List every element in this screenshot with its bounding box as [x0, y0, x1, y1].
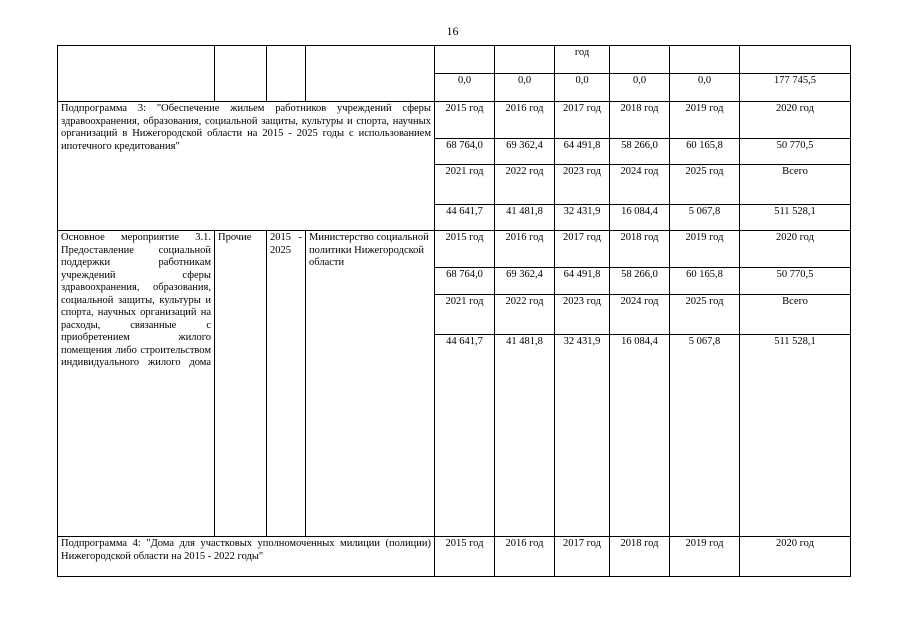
table-row	[58, 231, 851, 268]
year-cell: 2024 год	[610, 295, 670, 335]
empty-cell	[215, 46, 267, 102]
year-cell: 2017 год	[555, 537, 610, 577]
year-cell: 2022 год	[495, 295, 555, 335]
subprogram-4-title: Подпрограмма 4: "Дома для участковых уполномоченных милиции (полиции) Нижегородской области на 2015 - 2022 годы"	[58, 537, 435, 577]
year-cell: 2022 год	[495, 165, 555, 205]
year-cell: 2021 год	[435, 165, 495, 205]
value-cell: 69 362,4	[495, 268, 555, 295]
year-cell: 2017 год	[555, 102, 610, 139]
value-cell: 5 067,8	[670, 335, 740, 537]
value-cell: 16 084,4	[610, 335, 670, 537]
value-cell: 50 770,5	[740, 139, 851, 165]
empty-cell	[495, 46, 555, 74]
year-cell: 2018 год	[610, 537, 670, 577]
year-cell: 2025 год	[670, 295, 740, 335]
year-cell: 2019 год	[670, 231, 740, 268]
year-cell: 2024 год	[610, 165, 670, 205]
value-cell: 44 641,7	[435, 335, 495, 537]
empty-cell	[435, 46, 495, 74]
table-row	[58, 46, 851, 74]
value-cell: 58 266,0	[610, 268, 670, 295]
year-cell: 2019 год	[670, 537, 740, 577]
year-cell: 2016 год	[495, 537, 555, 577]
table-row	[58, 102, 851, 139]
value-cell: 60 165,8	[670, 268, 740, 295]
value-cell: 16 084,4	[610, 205, 670, 231]
value-cell: 44 641,7	[435, 205, 495, 231]
value-cell: 177 745,5	[740, 74, 851, 102]
page-number: 16	[446, 24, 459, 38]
value-cell: 64 491,8	[555, 139, 610, 165]
empty-cell	[740, 46, 851, 74]
value-cell: 69 362,4	[495, 139, 555, 165]
year-cell: 2015 год	[435, 537, 495, 577]
measure-3-1-category: Прочие	[215, 231, 267, 537]
value-cell: 0,0	[670, 74, 740, 102]
value-cell: 0,0	[555, 74, 610, 102]
value-cell: 32 431,9	[555, 335, 610, 537]
empty-cell	[267, 46, 306, 102]
measure-3-1-period: 2015 - 2025	[267, 231, 306, 537]
value-cell: 64 491,8	[555, 268, 610, 295]
year-cell: 2018 год	[610, 102, 670, 139]
year-cell: 2025 год	[670, 165, 740, 205]
total-value-cell: 511 528,1	[740, 335, 851, 537]
year-cell: 2016 год	[495, 102, 555, 139]
measure-3-1-executor: Министерство социальной политики Нижегородской области	[306, 231, 435, 537]
budget-table	[57, 45, 851, 577]
measure-3-1-name: Основное мероприятие 3.1. Предоставление социальной поддержки работникам учреждений сферы здравоохранения, образования, социальной защиты, культуры и спорта, научных организаций на расходы, связанные с приобретением жилого помещения либо строительством индивидуального жилого дома	[58, 231, 215, 537]
value-cell: 68 764,0	[435, 268, 495, 295]
value-cell: 58 266,0	[610, 139, 670, 165]
total-label-cell: Всего	[740, 295, 851, 335]
year-cell: 2015 год	[435, 231, 495, 268]
empty-cell	[610, 46, 670, 74]
value-cell: 41 481,8	[495, 205, 555, 231]
year-label-partial: год	[555, 46, 610, 74]
value-cell: 0,0	[495, 74, 555, 102]
year-cell: 2018 год	[610, 231, 670, 268]
value-cell: 68 764,0	[435, 139, 495, 165]
year-cell: 2023 год	[555, 295, 610, 335]
year-cell: 2020 год	[740, 102, 851, 139]
value-cell: 5 067,8	[670, 205, 740, 231]
value-cell: 0,0	[435, 74, 495, 102]
year-cell: 2015 год	[435, 102, 495, 139]
subprogram-3-title: Подпрограмма 3: "Обеспечение жильем работников учреждений сферы здравоохранения, образования, социальной защиты, культуры и спорта, научных организаций в Нижегородской области на 2015 - 2025 годы с использованием ипотечного кредитования"	[58, 102, 435, 231]
value-cell: 41 481,8	[495, 335, 555, 537]
year-cell: 2021 год	[435, 295, 495, 335]
year-cell: 2020 год	[740, 231, 851, 268]
value-cell: 0,0	[610, 74, 670, 102]
total-value-cell: 511 528,1	[740, 205, 851, 231]
year-cell: 2017 год	[555, 231, 610, 268]
year-cell: 2020 год	[740, 537, 851, 577]
table-row	[58, 537, 851, 577]
empty-cell	[58, 46, 215, 102]
empty-cell	[670, 46, 740, 74]
value-cell: 60 165,8	[670, 139, 740, 165]
value-cell: 32 431,9	[555, 205, 610, 231]
total-label-cell: Всего	[740, 165, 851, 205]
empty-cell	[306, 46, 435, 102]
year-cell: 2019 год	[670, 102, 740, 139]
value-cell: 50 770,5	[740, 268, 851, 295]
year-cell: 2016 год	[495, 231, 555, 268]
year-cell: 2023 год	[555, 165, 610, 205]
